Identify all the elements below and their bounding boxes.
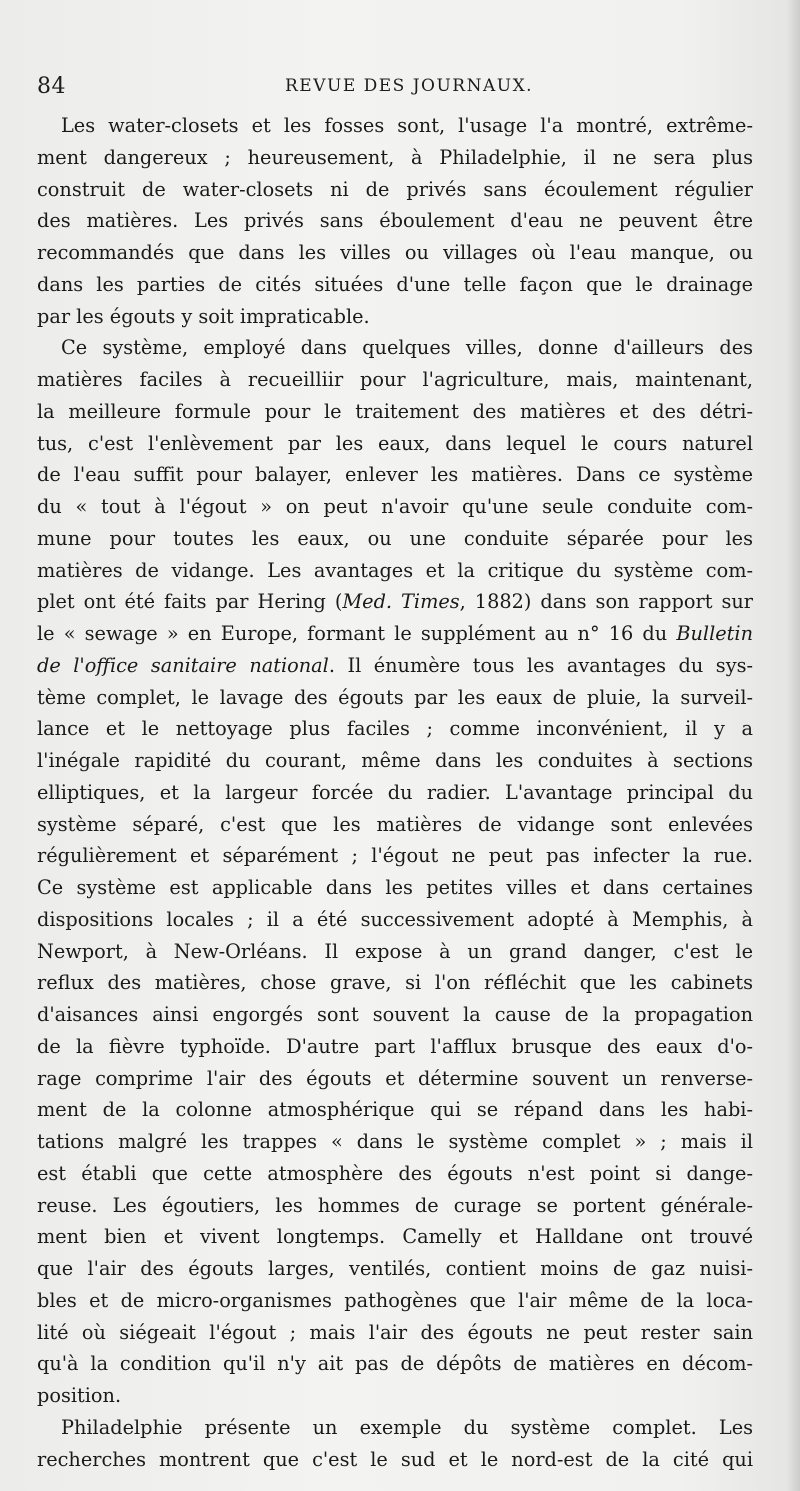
text-line: ment de la colonne atmosphérique qui se répand dans les habi- bbox=[37, 1098, 753, 1122]
text-segment: , 1882) dans son rapport sur bbox=[459, 590, 753, 614]
text-line: position. bbox=[37, 1384, 122, 1407]
text-line: tème complet, le lavage des égouts par les eaux de pluie, la surveil- bbox=[37, 685, 753, 709]
text-line: qu'à la condition qu'il n'y ait pas de dépôts de matières en décom- bbox=[37, 1352, 753, 1376]
text-line: lance et le nettoyage plus faciles ; comme inconvénient, il y a bbox=[37, 717, 753, 741]
italic-citation: de l'office sanitaire national bbox=[37, 653, 329, 677]
text-line: ment bien et vivent longtemps. Camelly et Halldane ont trouvé bbox=[37, 1225, 753, 1249]
text-line: Ce système est applicable dans les petites villes et dans certaines bbox=[37, 876, 753, 899]
text-line: mune pour toutes les eaux, ou une conduite séparée pour les bbox=[37, 526, 753, 550]
text-line: lité où siégeait l'égout ; mais l'air des égouts ne peut rester sain bbox=[37, 1320, 753, 1344]
running-head: REVUE DES JOURNAUX. bbox=[285, 76, 534, 96]
text-line: que l'air des égouts larges, ventilés, contient moins de gaz nuisi- bbox=[37, 1257, 753, 1280]
text-line: est établi que cette atmosphère des égouts n'est point si dange- bbox=[37, 1161, 753, 1185]
text-segment: . Il énumère tous les avantages du sys- bbox=[328, 653, 753, 677]
text-line: rage comprime l'air des égouts et détermine souvent un renverse- bbox=[37, 1066, 753, 1090]
page-header bbox=[37, 74, 753, 104]
italic-citation: Med. Times bbox=[342, 590, 460, 614]
text-line: recommandés que dans les villes ou villages où l'eau manque, ou bbox=[37, 241, 753, 264]
text-line: système séparé, c'est que les matières de vidange sont enlevées bbox=[37, 812, 753, 836]
text-line-with-italic bbox=[37, 650, 753, 682]
text-line: reuse. Les égoutiers, les hommes de curage se portent générale- bbox=[37, 1193, 753, 1217]
text-line-with-italic bbox=[37, 586, 753, 618]
text-line: construit de water-closets ni de privés sans écoulement régulier bbox=[37, 177, 753, 201]
text-line: dispositions locales ; il a été successivement adopté à Memphis, à bbox=[37, 907, 753, 931]
text-line: elliptiques, et la largeur forcée du radier. L'avantage principal du bbox=[37, 780, 753, 804]
page-number: 84 bbox=[37, 74, 66, 99]
text-line: tations malgré les trappes « dans le système complet » ; mais il bbox=[37, 1130, 753, 1153]
text-line: tus, c'est l'enlèvement par les eaux, dans lequel le cours naturel bbox=[37, 431, 753, 455]
text-line: reflux des matières, chose grave, si l'on réfléchit que les cabinets bbox=[37, 971, 753, 995]
text-line: du « tout à l'égout » on peut n'avoir qu'une seule conduite com- bbox=[37, 495, 753, 518]
text-line: matières faciles à recueilliir pour l'agriculture, mais, maintenant, bbox=[37, 368, 753, 391]
text-segment: le « sewage » en Europe, formant le supplément au n° 16 du bbox=[37, 622, 677, 645]
text-line: de la fièvre typhoïde. D'autre part l'afflux brusque des eaux d'o- bbox=[37, 1034, 753, 1058]
text-line: bles et de micro-organismes pathogènes que l'air même de la loca- bbox=[37, 1288, 753, 1312]
text-line: des matières. Les privés sans éboulement d'eau ne peuvent être bbox=[37, 209, 753, 233]
text-line: recherches montrent que c'est le sud et le nord-est de la cité qui bbox=[37, 1447, 753, 1471]
body-text bbox=[37, 110, 753, 1475]
text-line: par les égouts y soit impraticable. bbox=[37, 304, 370, 328]
text-line: dans les parties de cités situées d'une telle façon que le drainage bbox=[37, 272, 753, 296]
text-line: Philadelphie présente un exemple du système complet. Les bbox=[61, 1415, 753, 1439]
text-line: ment dangereux ; heureusement, à Philadelphie, il ne sera plus bbox=[37, 145, 753, 169]
italic-citation: Bulletin bbox=[676, 622, 753, 645]
text-line: l'inégale rapidité du courant, même dans les conduites à sections bbox=[37, 749, 753, 772]
text-line: de l'eau suffit pour balayer, enlever les matières. Dans ce système bbox=[37, 463, 753, 487]
text-line: la meilleure formule pour le traitement des matières et des détri- bbox=[37, 399, 753, 423]
text-segment: plet ont été faits par Hering ( bbox=[37, 590, 343, 614]
text-line-with-italic bbox=[37, 618, 753, 650]
text-line: matières de vidange. Les avantages et la critique du système com- bbox=[37, 558, 753, 582]
text-line: Les water-closets et les fosses sont, l'usage l'a montré, extrême- bbox=[61, 114, 753, 137]
text-line: Newport, à New-Orléans. Il expose à un grand danger, c'est le bbox=[37, 939, 753, 963]
text-line: Ce système, employé dans quelques villes, donne d'ailleurs des bbox=[61, 336, 753, 360]
text-line: régulièrement et séparément ; l'égout ne peut pas infecter la rue. bbox=[37, 844, 753, 868]
text-line: d'aisances ainsi engorgés sont souvent la cause de la propagation bbox=[37, 1003, 753, 1026]
